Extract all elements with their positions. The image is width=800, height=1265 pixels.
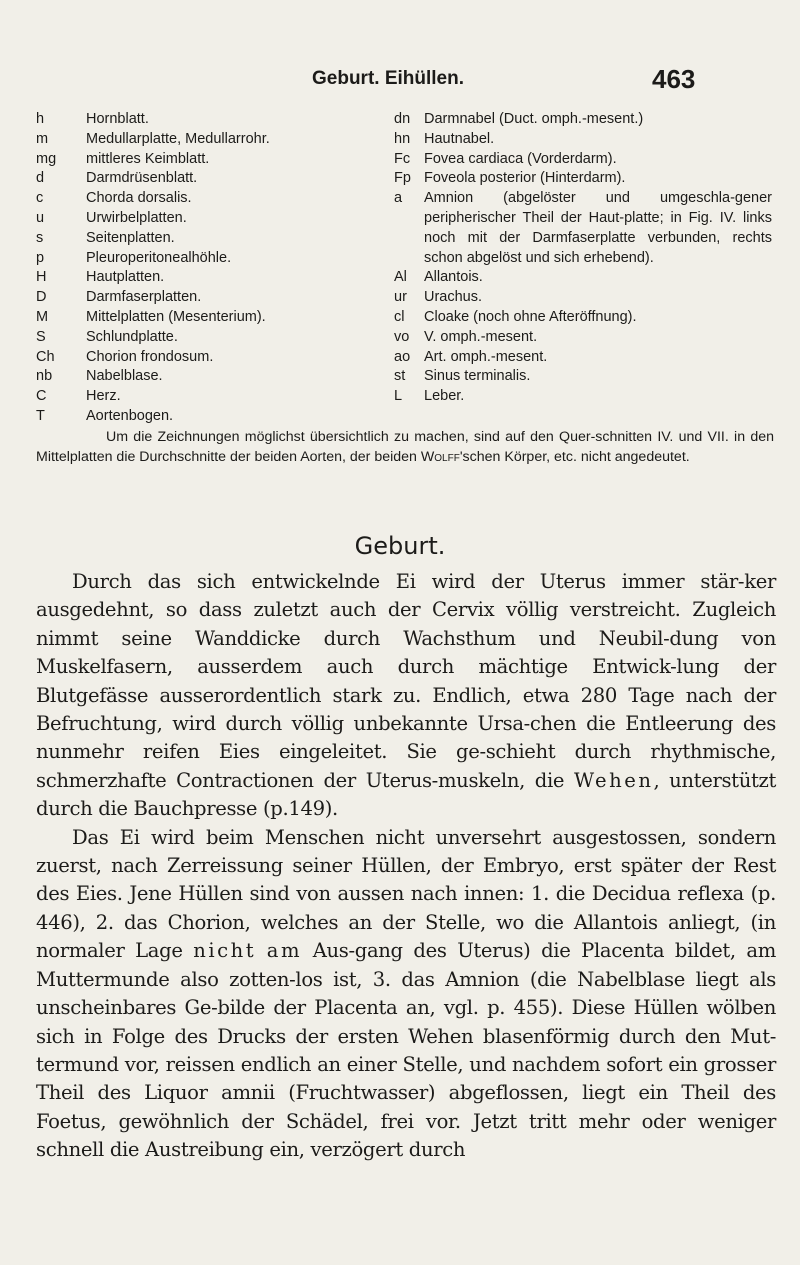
legend-key: s (36, 229, 44, 246)
body-text (36, 568, 776, 1165)
legend-key: u (36, 209, 45, 226)
legend-row (36, 209, 391, 229)
legend-row (36, 367, 391, 387)
legend-description: Seitenplatten. (86, 229, 175, 246)
legend-key: T (36, 407, 45, 424)
legend-note (36, 427, 774, 467)
legend-key: d (36, 170, 45, 187)
legend-description: mittleres Keimblatt. (86, 150, 210, 167)
legend-row (36, 249, 391, 269)
legend-note-end: 'schen Körper, etc. nicht angedeutet. (459, 449, 690, 465)
legend-description: Darmdrüsenblatt. (86, 170, 198, 187)
legend-key: Fp (394, 170, 411, 187)
legend-key: S (36, 328, 46, 345)
legend-key: vo (394, 328, 410, 345)
legend-row (392, 348, 772, 368)
legend-description: Sinus terminalis. (424, 368, 531, 385)
legend-key: Al (394, 269, 407, 286)
paragraph-1-end: , unterstützt durch die Bauchpresse (p.149). (36, 768, 776, 821)
legend-row (392, 328, 772, 348)
legend-description: Hautplatten. (86, 269, 165, 286)
legend-key: dn (394, 111, 411, 127)
legend-key: c (36, 190, 44, 207)
legend-description: Schlundplatte. (86, 328, 178, 345)
legend-row (392, 268, 772, 288)
page-header (0, 64, 800, 100)
legend-description: Art. omph.-mesent. (424, 348, 548, 365)
legend-row (392, 387, 772, 407)
legend-row (36, 268, 391, 288)
paragraph-2-text: Das Ei wird beim Menschen nicht unversehrt ausgestossen, sondern zuerst, nach Zerreissung seiner Hüllen, der Embryo, erst später der Rest des Eies. Jene Hüllen sind von aussen nach innen: 1. die Decidua reflexa (p. 446), 2. das Chorion, welches an der Stelle, wo die Allantois anliegt, (in normaler Lage (36, 825, 776, 963)
legend-description: V. omph.-mesent. (424, 328, 538, 345)
legend-key: D (36, 289, 47, 306)
section-heading: Geburt. (354, 532, 446, 560)
page-number: 463 (652, 64, 696, 94)
legend-description: Urachus. (424, 289, 483, 306)
legend-key: L (394, 388, 403, 405)
legend-description: Hautnabel. (424, 130, 495, 147)
emphasis-am: am (266, 939, 303, 963)
legend-description: Fovea cardiaca (Vorderdarm). (424, 150, 617, 167)
legend-description: Nabelblase. (86, 368, 163, 385)
legend-row (392, 169, 772, 189)
legend-row (392, 308, 772, 328)
legend-key: m (36, 130, 49, 147)
legend-key: ur (394, 289, 407, 306)
paragraph-1 (36, 568, 776, 824)
legend-key: cl (394, 308, 405, 325)
legend-row (392, 130, 772, 150)
figure-legend-left (36, 110, 391, 427)
legend-row (36, 130, 391, 150)
legend-row (36, 328, 391, 348)
legend-description: Hornblatt. (86, 111, 149, 127)
legend-description: Foveola posterior (Hinterdarm). (424, 170, 626, 187)
legend-key: nb (36, 368, 53, 385)
legend-row (36, 189, 391, 209)
legend-key: H (36, 269, 47, 286)
legend-row (36, 110, 391, 130)
figure-legend-right (392, 110, 772, 407)
legend-description: Leber. (424, 388, 465, 405)
legend-row (392, 288, 772, 308)
legend-row (392, 367, 772, 387)
legend-description: Mittelplatten (Mesenterium). (86, 308, 266, 325)
legend-row (36, 308, 391, 328)
legend-description: Darmnabel (Duct. omph.-mesent.) (424, 111, 644, 127)
legend-key: p (36, 249, 45, 266)
paragraph-1-text: Durch das sich entwickelnde Ei wird der Uterus immer stär-ker ausgedehnt, so dass zuletzt auch der Cervix völlig verstreicht. Zugleich nimmt seine Wanddicke durch Wachsthum und Neubil-dung von Muskelfasern, ausserdem auch durch mächtige Entwick-lung der Blutgefässe ausserordentlich stark zu. Endlich, etwa 280 Tage nach der Befruchtung, wird durch völlig unbekannte Ursa-chen die Entleerung des nunmehr reifen Eies eingeleitet. Sie ge-schieht durch rhythmische, schmerzhafte Contractionen der Uterus-muskeln, die (36, 570, 776, 792)
legend-note-text: Um die Zeichnungen möglichst übersichtlich zu machen, sind auf den Quer-schnitten IV. und VII. in den Mittelplatten die Durchschnitte der beiden Aorten, der beiden (36, 429, 774, 465)
legend-key: a (394, 190, 403, 207)
legend-row (392, 189, 772, 268)
legend-row (392, 150, 772, 170)
legend-note-name: Wolff (420, 449, 460, 465)
emphasis-nicht: nicht (193, 939, 257, 963)
legend-row (36, 229, 391, 249)
paragraph-2-space (256, 939, 267, 962)
legend-key: Fc (394, 150, 411, 167)
legend-key: ao (394, 348, 411, 365)
legend-description: Amnion (abgelöster und umgeschla-gener peripherischer Theil der Haut-platte; in Fig. IV. links noch mit der Darmfaserplatte verbunden, rechts schon abgelöst und sich erhebend). (424, 190, 772, 266)
paragraph-2-rest: Aus-gang des Uterus) die Placenta bildet, am Muttermunde also zotten-los ist, 3. das Amnion (die Nabelblase liegt als unscheinbares Ge-bilde der Placenta an, vgl. p. 455). Diese Hüllen wölben sich in Folge des Drucks der ersten Wehen blasenförmig durch den Mut-termund vor, reissen endlich an einer Stelle, und nachdem sofort ein grosser Theil des Liquor amnii (Fruchtwasser) abgeflossen, liegt ein Theil des Foetus, gewöhnlich der Schädel, frei vor. Jetzt tritt mehr oder weniger schnell die Austreibung ein, verzögert durch (36, 939, 776, 1162)
legend-key: Ch (36, 348, 55, 365)
running-title: Geburt. Eihüllen. (312, 68, 465, 89)
legend-description: Medullarplatte, Medullarrohr. (86, 130, 270, 147)
legend-row (36, 348, 391, 368)
legend-description: Chorda dorsalis. (86, 190, 192, 207)
legend-key: M (36, 308, 49, 325)
legend-key: st (394, 368, 406, 385)
legend-key: mg (36, 150, 57, 167)
legend-description: Cloake (noch ohne Afteröffnung). (424, 308, 637, 325)
legend-description: Chorion frondosum. (86, 348, 214, 365)
legend-description: Pleuroperitonealhöhle. (86, 249, 232, 266)
legend-row (36, 288, 391, 308)
legend-description: Allantois. (424, 269, 483, 286)
legend-description: Herz. (86, 388, 121, 405)
legend-key: hn (394, 130, 411, 147)
legend-row (36, 150, 391, 170)
legend-description: Darmfaserplatten. (86, 289, 202, 306)
legend-row (36, 407, 391, 427)
paragraph-2 (36, 824, 776, 1165)
legend-key: h (36, 111, 45, 127)
legend-description: Aortenbogen. (86, 407, 174, 424)
legend-row (36, 169, 391, 189)
legend-description: Urwirbelplatten. (86, 209, 187, 226)
legend-row (36, 387, 391, 407)
legend-key: C (36, 388, 47, 405)
legend-row (392, 110, 772, 130)
emphasis-wehen: Wehen (573, 768, 654, 792)
